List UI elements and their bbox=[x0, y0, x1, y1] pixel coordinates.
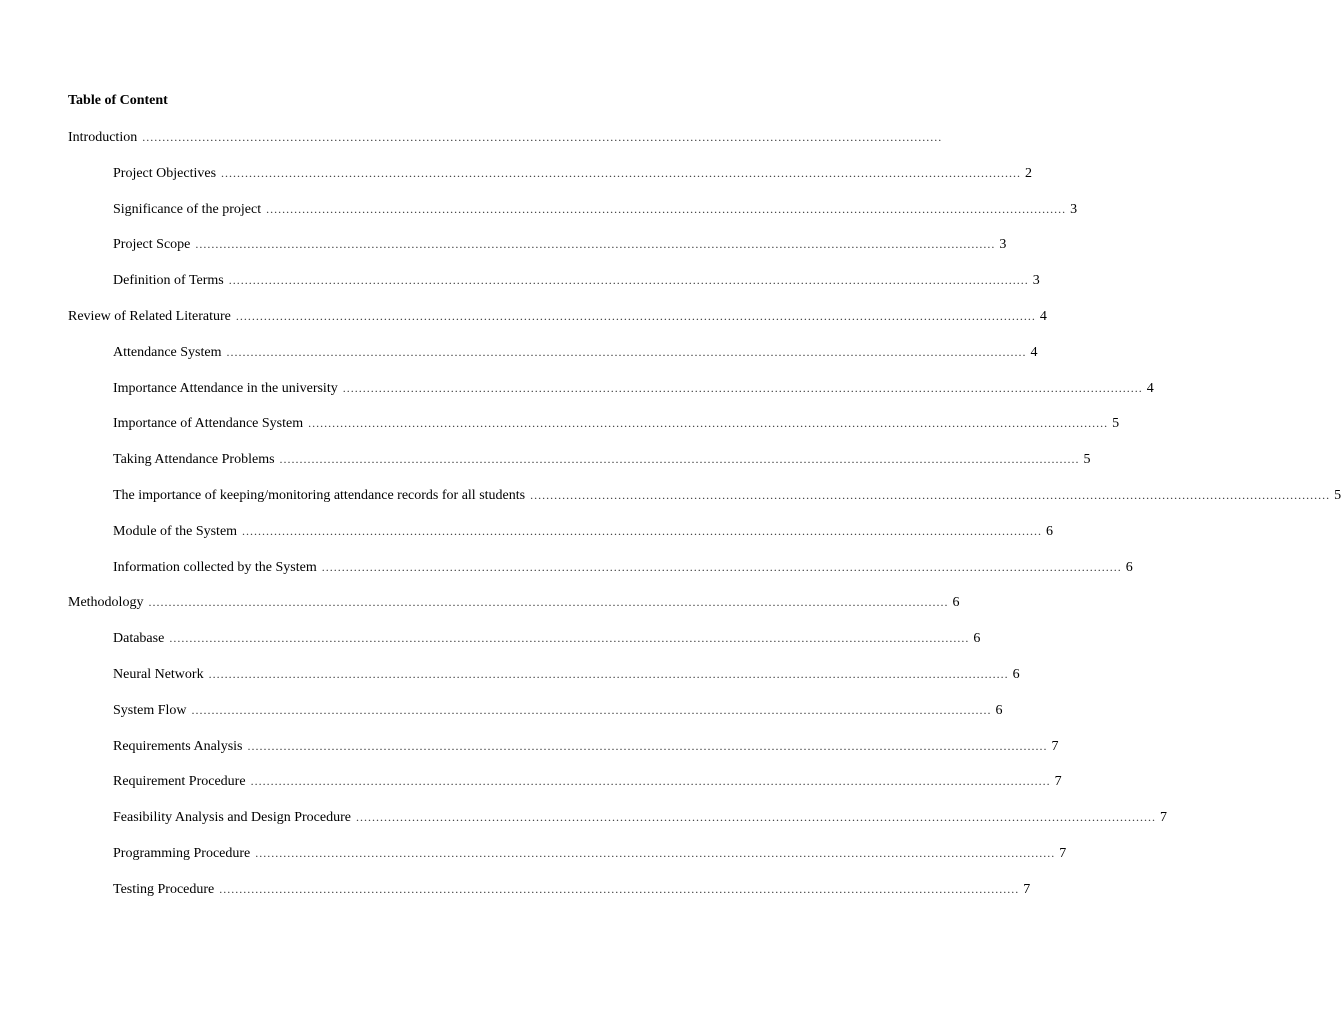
toc-entry[interactable] bbox=[113, 522, 1054, 540]
toc-entry-page-number: 5 bbox=[1112, 416, 1120, 431]
toc-entry[interactable] bbox=[113, 486, 1341, 504]
toc-entry-label: Requirements Analysis bbox=[113, 739, 243, 754]
toc-entry[interactable] bbox=[113, 737, 1059, 755]
dot-leader: ........................................................................................................................................................................................................ bbox=[250, 774, 1051, 788]
dot-leader: ........................................................................................................................................................................................................ bbox=[530, 488, 1331, 502]
toc-entry[interactable] bbox=[113, 271, 1040, 289]
dot-leader: ........................................................................................................................................................................................................ bbox=[191, 703, 992, 717]
toc-entry-page-number: 6 bbox=[1012, 667, 1020, 682]
dot-leader: ........................................................................................................................................................................................................ bbox=[355, 810, 1156, 824]
dot-leader: ........................................................................................................................................................................................................ bbox=[219, 882, 1020, 896]
toc-entry-page-number: 3 bbox=[999, 237, 1007, 252]
toc-entry[interactable] bbox=[113, 772, 1062, 790]
toc-entry-label: Module of the System bbox=[113, 524, 238, 539]
dot-leader: ........................................................................................................................................................................................................ bbox=[342, 381, 1143, 395]
toc-entry[interactable] bbox=[68, 128, 943, 146]
toc-entry-label: Importance Attendance in the university bbox=[113, 381, 338, 396]
dot-leader: ........................................................................................................................................................................................................ bbox=[169, 631, 970, 645]
toc-entry-label: Requirement Procedure bbox=[113, 774, 246, 789]
dot-leader: ........................................................................................................................................................................................................ bbox=[226, 345, 1027, 359]
toc-entry-label: Programming Procedure bbox=[113, 846, 251, 861]
toc-entry-label: Definition of Terms bbox=[113, 273, 224, 288]
toc-entry-label: Project Objectives bbox=[113, 166, 217, 181]
toc-entry[interactable] bbox=[113, 164, 1033, 182]
toc-entry-page-number: 7 bbox=[1159, 810, 1167, 825]
toc-entry[interactable] bbox=[113, 450, 1091, 468]
toc-entry-page-number: 7 bbox=[1023, 882, 1031, 897]
toc-entry-page-number: 5 bbox=[1083, 452, 1091, 467]
toc-entry-page-number: 3 bbox=[1032, 273, 1040, 288]
toc-entry-label: System Flow bbox=[113, 703, 187, 718]
toc-entry-label: Testing Procedure bbox=[113, 882, 215, 897]
toc-entry-page-number: 7 bbox=[1054, 774, 1062, 789]
toc-entry-page-number: 6 bbox=[1125, 560, 1133, 575]
toc-entry[interactable] bbox=[68, 593, 960, 611]
toc-entry[interactable] bbox=[113, 880, 1031, 898]
toc-entry-label: Feasibility Analysis and Design Procedure bbox=[113, 810, 351, 825]
toc-entry-label: Review of Related Literature bbox=[68, 309, 231, 324]
toc-entry[interactable] bbox=[113, 235, 1007, 253]
toc-entry-label: Significance of the project bbox=[113, 202, 262, 217]
toc-entry[interactable] bbox=[113, 414, 1120, 432]
toc-entry-label: Database bbox=[113, 631, 165, 646]
toc-entry-label: Introduction bbox=[68, 130, 138, 145]
toc-entry-page-number: 4 bbox=[1146, 381, 1154, 396]
toc-entry-page-number: 3 bbox=[1070, 202, 1078, 217]
toc-entry[interactable] bbox=[113, 701, 1003, 719]
dot-leader: ........................................................................................................................................................................................................ bbox=[255, 846, 1056, 860]
toc-entry-page-number: 6 bbox=[952, 595, 960, 610]
dot-leader: ........................................................................................................................................................................................................ bbox=[221, 166, 1022, 180]
toc-entry-page-number: 7 bbox=[1059, 846, 1067, 861]
toc-entry-label: Methodology bbox=[68, 595, 144, 610]
dot-leader: ........................................................................................................................................................................................................ bbox=[208, 667, 1009, 681]
toc-entry-page-number: 4 bbox=[1030, 345, 1038, 360]
toc-entry-label: Attendance System bbox=[113, 345, 222, 360]
toc-entry-label: Information collected by the System bbox=[113, 560, 317, 575]
dot-leader: ........................................................................................................................................................................................................ bbox=[228, 273, 1029, 287]
toc-entry-page-number: 6 bbox=[1046, 524, 1054, 539]
dot-leader: ........................................................................................................................................................................................................ bbox=[279, 452, 1080, 466]
dot-leader: ........................................................................................................................................................................................................ bbox=[308, 416, 1109, 430]
toc-entry[interactable] bbox=[113, 379, 1154, 397]
toc-entry-label: The importance of keeping/monitoring attendance records for all students bbox=[113, 488, 526, 503]
toc-entry-page-number: 6 bbox=[973, 631, 981, 646]
toc-entry-label: Taking Attendance Problems bbox=[113, 452, 275, 467]
toc-entry[interactable] bbox=[113, 844, 1067, 862]
dot-leader: ........................................................................................................................................................................................................ bbox=[247, 739, 1048, 753]
toc-entry-page-number: 5 bbox=[1334, 488, 1341, 503]
toc-entry-page-number: 2 bbox=[1025, 166, 1033, 181]
dot-leader: ........................................................................................................................................................................................................ bbox=[148, 595, 949, 609]
toc-entry-page-number: 7 bbox=[1051, 739, 1059, 754]
toc-entry-label: Neural Network bbox=[113, 667, 204, 682]
dot-leader: ........................................................................................................................................................................................................ bbox=[242, 524, 1043, 538]
dot-leader: ........................................................................................................................................................................................................ bbox=[142, 130, 943, 144]
toc-entry[interactable] bbox=[113, 343, 1038, 361]
toc-entry[interactable] bbox=[68, 307, 1047, 325]
dot-leader: ........................................................................................................................................................................................................ bbox=[321, 560, 1122, 574]
toc-entry[interactable] bbox=[113, 200, 1078, 218]
dot-leader: ........................................................................................................................................................................................................ bbox=[235, 309, 1036, 323]
toc-entry-label: Importance of Attendance System bbox=[113, 416, 304, 431]
toc-entry[interactable] bbox=[113, 629, 981, 647]
dot-leader: ........................................................................................................................................................................................................ bbox=[195, 237, 996, 251]
dot-leader: ........................................................................................................................................................................................................ bbox=[266, 202, 1067, 216]
toc-title: Table of Content bbox=[68, 93, 168, 108]
toc-entry-page-number: 6 bbox=[995, 703, 1003, 718]
toc-entry[interactable] bbox=[113, 558, 1133, 576]
toc-entry-page-number: 4 bbox=[1039, 309, 1047, 324]
toc-entry[interactable] bbox=[113, 665, 1020, 683]
toc-entry-label: Project Scope bbox=[113, 237, 191, 252]
toc-entry[interactable] bbox=[113, 808, 1167, 826]
